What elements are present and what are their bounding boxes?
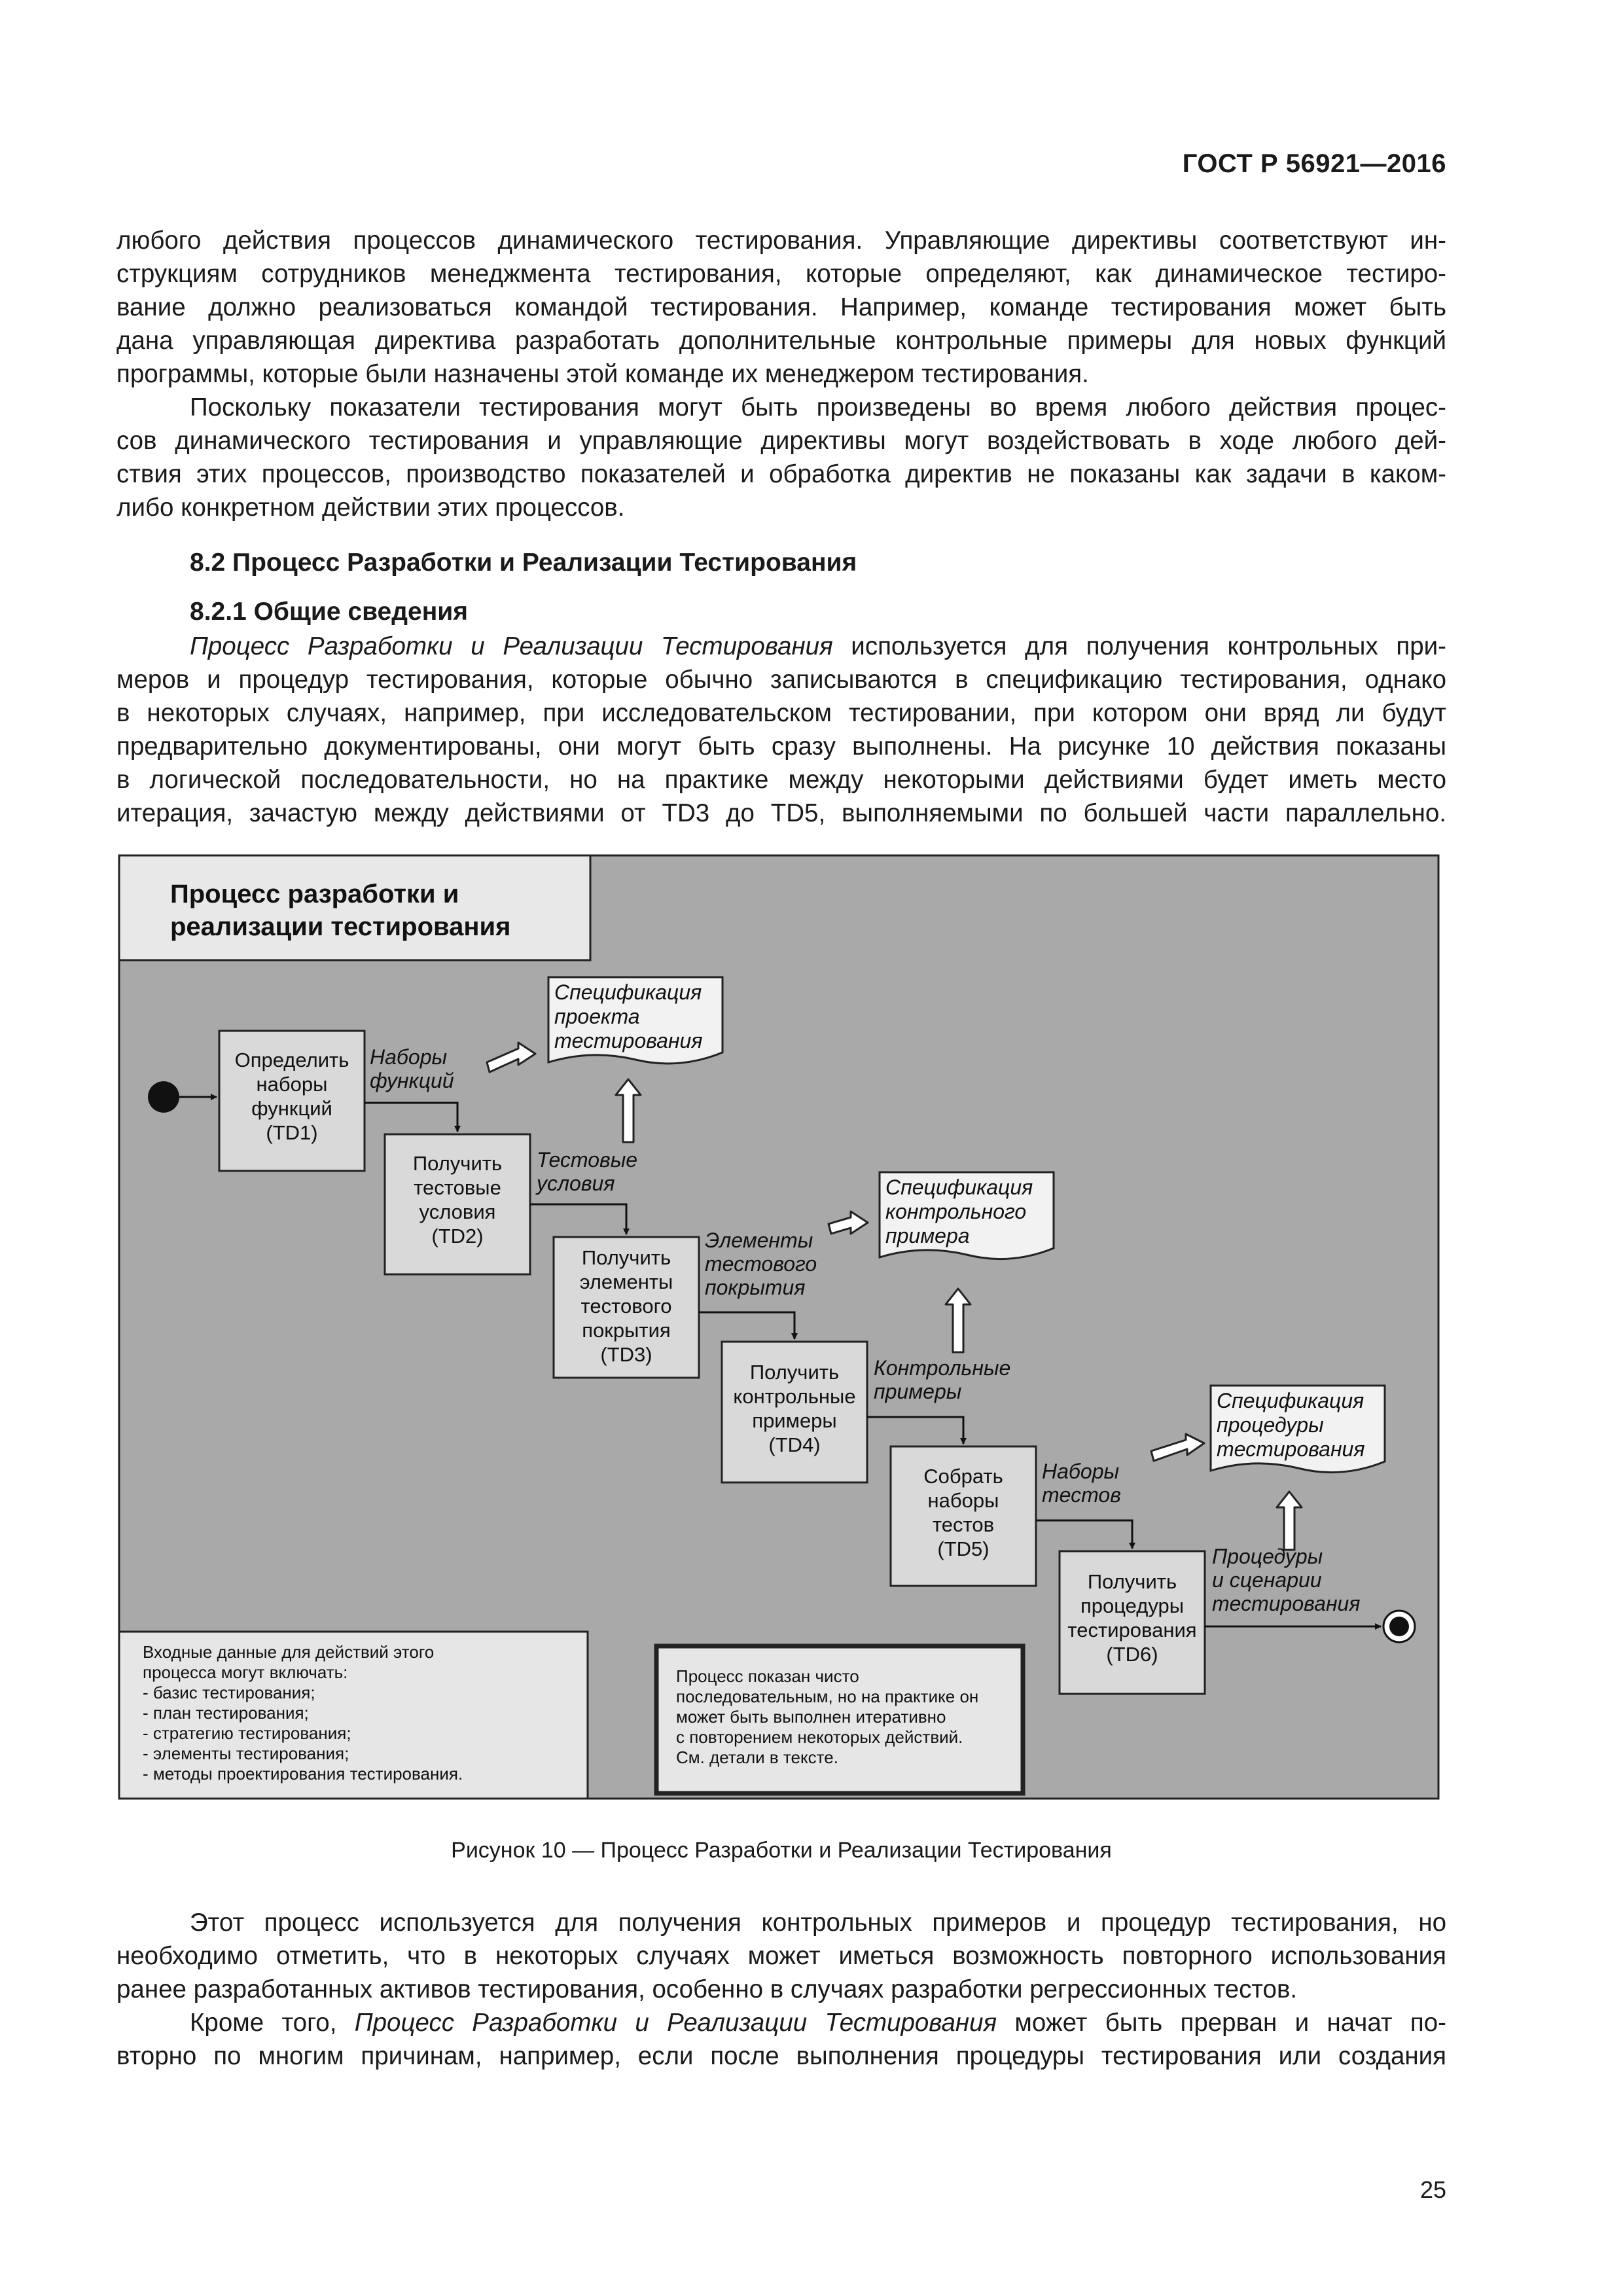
label-line: тестовые (414, 1176, 501, 1199)
label-line: примеры (752, 1409, 837, 1432)
inputs-note-text (143, 1642, 463, 1784)
text-line: либо конкретном действии этих процессов. (116, 493, 625, 522)
label-line: Определить (234, 1049, 349, 1071)
label-line: контрольного (885, 1200, 1027, 1223)
label-line: контрольные (733, 1385, 856, 1408)
text-line: вание должно реализоваться командой тестирования. Например, команде тестирования может быть (116, 293, 1446, 321)
label-line: тестов (932, 1513, 995, 1536)
label-line: Получить (581, 1246, 671, 1269)
label-line: Тестовые (537, 1148, 638, 1172)
label-line: и сценарии (1212, 1568, 1322, 1592)
label-line: (TD5) (937, 1537, 990, 1560)
paragraph-2 (116, 391, 1446, 524)
note-line: процесса могут включать: (143, 1662, 348, 1682)
text-line: программы, которые были назначены этой команде их менеджером тестирования. (116, 360, 1089, 388)
label-line: покрытия (582, 1319, 671, 1342)
note-line: с повторением некоторых действий. (676, 1727, 963, 1747)
label-line: процедуры (1080, 1594, 1184, 1617)
paragraph-4 (116, 1906, 1446, 2006)
text-line: любого действия процессов динамического тестирования. Управляющие директивы соответствуют ин- (116, 226, 1446, 255)
label-line: Получить (412, 1152, 503, 1175)
text-line: ствия этих процессов, производство показателей и обработка директив не показаны как задачи в каком- (116, 460, 1446, 488)
flow-label-test-sets (1042, 1460, 1121, 1507)
label-line: наборы (927, 1489, 999, 1512)
flow-label-test-cases (874, 1356, 1010, 1403)
label-line: функций (251, 1097, 332, 1120)
document-code: ГОСТ Р 56921—2016 (1182, 149, 1446, 178)
text-line: меров и процедур тестирования, которые обычно записываются в спецификацию тестирования, однако (116, 666, 1446, 694)
note-line: См. детали в тексте. (676, 1748, 838, 1767)
process-diagram (118, 854, 1440, 1800)
note-line: Процесс показан чисто (676, 1666, 859, 1686)
text-fragment: Кроме того, (190, 2009, 355, 2037)
text-fragment: может быть прерван и начат по- (997, 2009, 1446, 2037)
label-line: Получить (749, 1361, 840, 1384)
label-line: Наборы (1042, 1460, 1120, 1483)
note-line: может быть выполнен итеративно (676, 1707, 946, 1727)
figure-caption: Рисунок 10 — Процесс Разработки и Реализации Тестирования (451, 1838, 1112, 1863)
label-line: примеры (874, 1380, 962, 1403)
diagram-title-line: Процесс разработки и (170, 880, 459, 908)
text-line (116, 630, 1446, 663)
label-line: примера (885, 1224, 970, 1247)
label-line: тестирования (1217, 1437, 1365, 1461)
end-node-core (1389, 1617, 1409, 1636)
text-line (116, 2006, 1446, 2039)
label-line: (TD2) (431, 1225, 484, 1247)
text-fragment: используется для получения контрольных при- (832, 632, 1446, 660)
activity-td5-label (891, 1464, 1036, 1561)
paragraph-5 (116, 2006, 1446, 2073)
text-line: Этот процесс используется для получения контрольных примеров и процедур тестирования, но (190, 1909, 1446, 1937)
note-line: - базис тестирования; (143, 1683, 315, 1702)
label-line: Получить (1087, 1570, 1177, 1593)
flow-label-test-conditions (537, 1148, 637, 1195)
label-line: Элементы (705, 1229, 813, 1252)
text-line: сов динамического тестирования и управляющие директивы могут воздействовать в ходе любого дей- (116, 427, 1446, 455)
diagram-title-line: реализации тестирования (170, 912, 511, 941)
label-line: тестирования (1212, 1592, 1361, 1615)
text-line: предварительно документированы, они могут быть сразу выполнены. На рисунке 10 действия показаны (116, 732, 1446, 761)
page-number: 25 (1419, 2176, 1446, 2203)
note-line: - стратегию тестирования; (143, 1723, 351, 1743)
text-line: необходимо отметить, что в некоторых случаях может иметься возможность повторного использования (116, 1942, 1446, 1970)
label-line: функций (370, 1069, 454, 1092)
flow-label-feature-sets (370, 1045, 454, 1092)
flow-label-coverage-items (705, 1229, 817, 1299)
text-line: в логической последовательности, но на практике между некоторыми действиями будет иметь место (116, 766, 1446, 794)
text-line: Поскольку показатели тестирования могут быть произведены во время любого действия процес- (190, 393, 1446, 422)
section-heading-8-2: 8.2 Процесс Разработки и Реализации Тестирования (190, 548, 857, 577)
text-line: ранее разработанных активов тестирования, особенно в случаях разработки регрессионных тестов. (116, 1975, 1298, 2003)
flow-label-test-procedures (1212, 1545, 1360, 1615)
document-label-2 (885, 1175, 1033, 1248)
diagram-title (170, 878, 510, 943)
document-label-1 (554, 980, 702, 1053)
label-line: (TD4) (768, 1433, 821, 1456)
label-line: тестов (1042, 1483, 1121, 1507)
label-line: тестирования (554, 1029, 703, 1052)
note-line: - методы проектирования тестирования. (143, 1764, 463, 1784)
label-line: Спецификация (885, 1175, 1033, 1199)
document-label-3 (1217, 1389, 1364, 1462)
label-line: Контрольные (874, 1356, 1011, 1380)
activity-td4-label (722, 1360, 867, 1457)
label-line: Процедуры (1212, 1545, 1323, 1568)
note-line: - план тестирования; (143, 1703, 309, 1723)
label-line: условия (419, 1200, 496, 1223)
note-line: - элементы тестирования; (143, 1744, 349, 1763)
text-line: вторно по многим причинам, например, если после выполнения процедуры тестирования или создания (116, 2042, 1446, 2070)
label-line: тестирования (1067, 1619, 1197, 1641)
text-line: в некоторых случаях, например, при исследовательском тестировании, при котором они вряд ли будут (116, 699, 1446, 727)
activity-td3-label (554, 1246, 699, 1367)
process-note-text (676, 1666, 978, 1768)
italic-process-name: Процесс Разработки и Реализации Тестирования (354, 2009, 997, 2037)
note-line: Входные данные для действий этого (143, 1642, 435, 1662)
label-line: (TD6) (1106, 1643, 1158, 1666)
section-heading-8-2-1: 8.2.1 Общие сведения (190, 598, 468, 626)
activity-td1-label (219, 1048, 365, 1145)
activity-td2-label (385, 1151, 530, 1248)
label-line: проекта (554, 1005, 640, 1028)
label-line: тестового (580, 1295, 672, 1318)
paragraph-3 (116, 630, 1446, 830)
label-line: Спецификация (1217, 1389, 1364, 1412)
label-line: условия (537, 1172, 615, 1195)
activity-td6-label (1060, 1570, 1205, 1666)
label-line: Спецификация (554, 980, 702, 1004)
text-line: итерация, зачастую между действиями от TD3 до TD5, выполняемыми по большей части параллельно. (116, 799, 1446, 827)
label-line: наборы (256, 1073, 328, 1096)
label-line: тестового (705, 1252, 817, 1276)
label-line: покрытия (705, 1276, 806, 1299)
label-line: (TD3) (600, 1343, 652, 1366)
text-line: струкциям сотрудников менеджмента тестирования, которые определяют, как динамическое тестиро- (116, 260, 1446, 288)
italic-process-name: Процесс Разработки и Реализации Тестирования (190, 632, 833, 660)
text-line: дана управляющая директива разработать дополнительные контрольные примеры для новых функций (116, 327, 1446, 355)
note-line: последовательным, но на практике он (676, 1687, 979, 1706)
label-line: Собрать (923, 1465, 1003, 1488)
label-line: Наборы (370, 1045, 448, 1069)
label-line: (TD1) (266, 1121, 318, 1144)
label-line: процедуры (1217, 1413, 1324, 1437)
start-node (148, 1081, 179, 1113)
label-line: элементы (579, 1270, 673, 1293)
paragraph-1 (116, 224, 1446, 391)
